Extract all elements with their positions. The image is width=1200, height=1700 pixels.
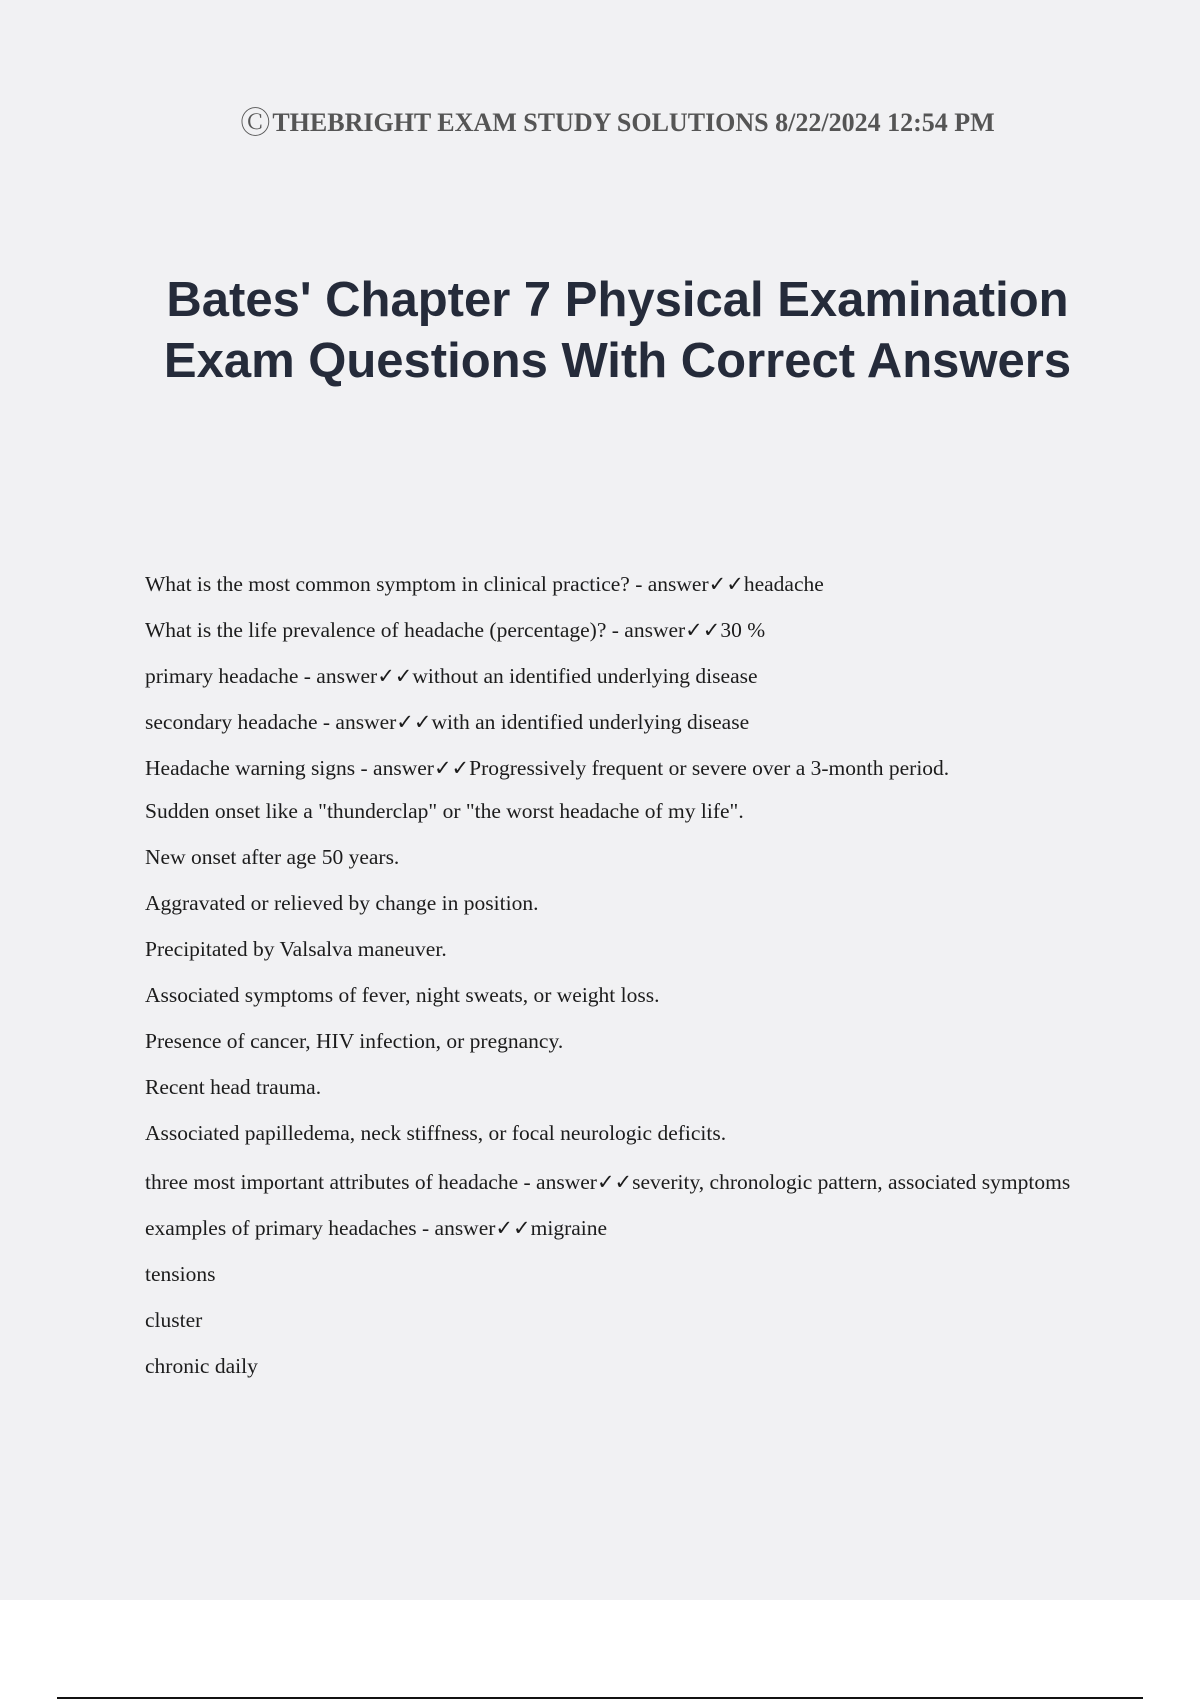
answer-text: with an identified underlying disease [431,710,750,734]
qa-item [145,1214,1085,1243]
copyright-symbol: Ⓒ [240,106,271,141]
answer-continuation-line: tensions [145,1262,216,1286]
answer-text: headache [743,572,824,596]
double-check-icon: ✓✓ [377,664,413,688]
header-text: THEBRIGHT EXAM STUDY SOLUTIONS 8/22/2024 12:54 PM [272,108,995,137]
answer-continuation-line: Associated symptoms of fever, night sweats, or weight loss. [145,983,660,1007]
answer-continuation-line: Recent head trauma. [145,1075,322,1099]
qa-content [145,570,1085,1398]
question-text: What is the life prevalence of headache (percentage)? - answer [145,618,686,642]
question-text: What is the most common symptom in clinical practice? - answer [145,572,709,596]
double-check-icon: ✓✓ [495,1216,531,1240]
answer-continuation-line: Precipitated by Valsalva maneuver. [145,937,447,961]
answer-continuation-line: Aggravated or relieved by change in position. [145,891,539,915]
qa-item [145,616,1085,645]
qa-item [145,570,1085,599]
answer-text: severity, chronologic pattern, associated symptoms [632,1170,1071,1194]
answer-continuation-line: chronic daily [145,1354,258,1378]
qa-item [145,662,1085,691]
double-check-icon: ✓✓ [396,710,432,734]
question-text: three most important attributes of headache - answer [145,1170,597,1194]
page-header [0,98,1200,142]
double-check-icon: ✓✓ [596,1170,633,1194]
answer-text: without an identified underlying disease [412,664,758,688]
answer-continuation-line: Presence of cancer, HIV infection, or pregnancy. [145,1029,564,1053]
answer-continuation-line: cluster [145,1308,203,1332]
title-line-2: Exam Questions With Correct Answers [163,334,1072,388]
title-line-1: Bates' Chapter 7 Physical Examination [166,273,1069,327]
document-title [0,270,1200,392]
double-check-icon: ✓✓ [433,756,470,780]
page-separator-rule [57,1697,1143,1699]
qa-item [145,754,1085,783]
answer-continuation-line: New onset after age 50 years. [145,845,400,869]
answer-text: Progressively frequent or severe over a 3-month period. [469,756,950,780]
answer-text: 30 % [720,618,766,642]
double-check-icon: ✓✓ [708,572,744,596]
question-text: primary headache - answer [145,664,378,688]
qa-item [145,1167,1085,1197]
answer-continuation-line: Sudden onset like a "thunderclap" or "the worst headache of my life". [145,799,744,823]
double-check-icon: ✓✓ [685,618,721,642]
question-text: Headache warning signs - answer [145,756,434,780]
question-text: secondary headache - answer [145,710,397,734]
question-text: examples of primary headaches - answer [145,1216,496,1240]
answer-text: migraine [530,1216,608,1240]
answer-continuation-line: Associated papilledema, neck stiffness, or focal neurologic deficits. [145,1121,727,1145]
qa-item [145,708,1085,737]
